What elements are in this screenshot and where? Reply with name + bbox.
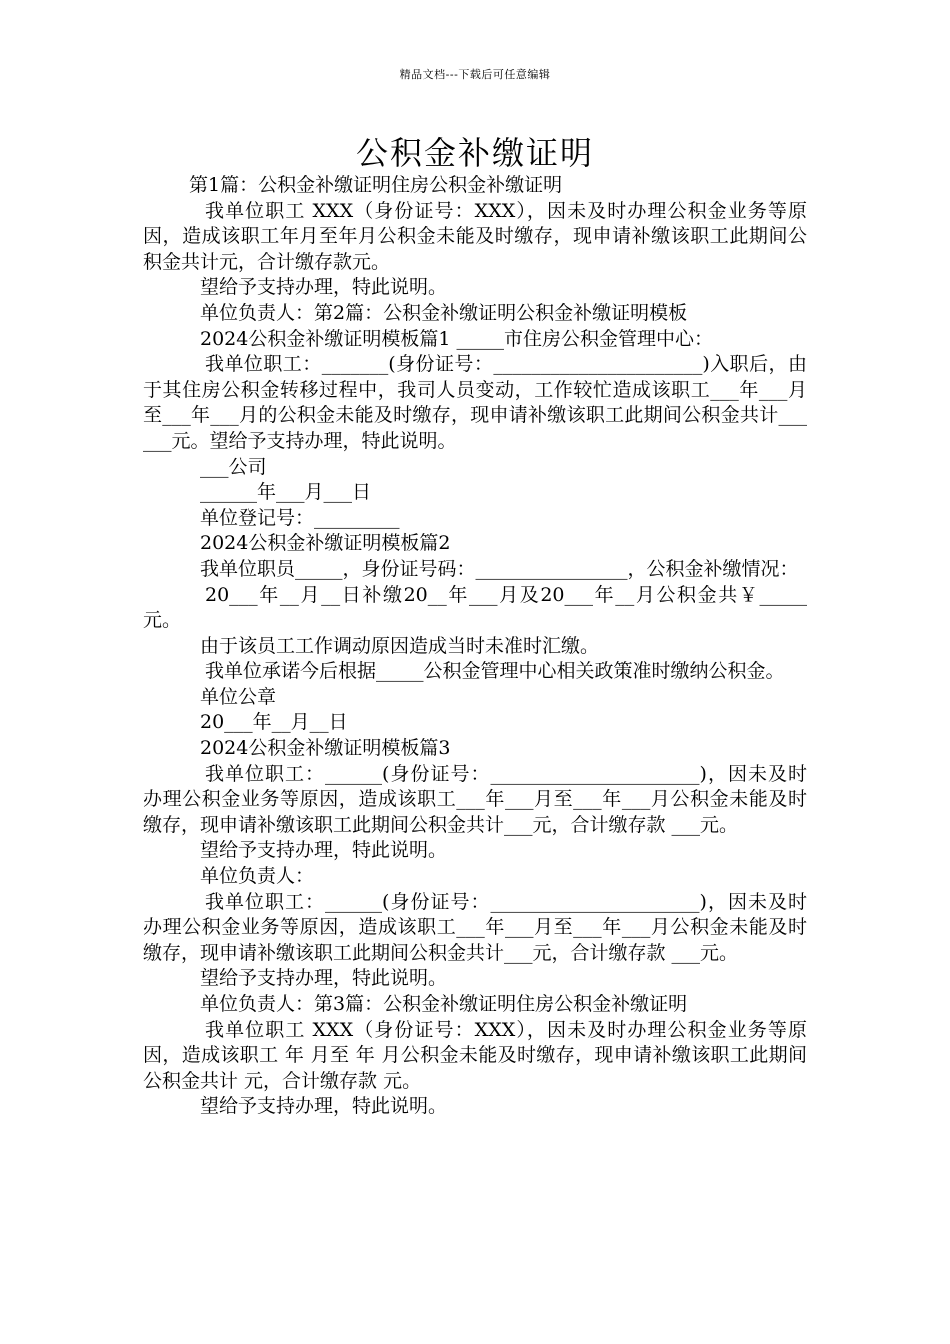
paragraph: 由于该员工工作调动原因造成当时未准时汇缴。 — [200, 634, 600, 657]
paragraph: 我单位职工：______(身份证号：______________________)，因未及时办理公积金业务等原因，造成该职工___年___月至___年___月公积金未能及时缴存，现申请补缴该职工此期间公积金共计___元，合计缴存款 ___元。 — [143, 890, 807, 964]
paragraph: 2024公积金补缴证明模板篇3 — [200, 737, 451, 760]
paragraph: 2024公积金补缴证明模板篇2 — [200, 532, 451, 555]
document-body — [143, 173, 807, 1120]
paragraph: 2024公积金补缴证明模板篇1 _____市住房公积金管理中心： — [200, 327, 713, 350]
paragraph: 望给予支持办理，特此说明。 — [200, 967, 448, 990]
paragraph: 我单位承诺今后根据_____公积金管理中心相关政策准时缴纳公积金。 — [205, 660, 785, 683]
paragraph: 单位负责人： — [200, 865, 315, 888]
document-title: 公积金补缴证明 — [355, 134, 594, 172]
paragraph: 望给予支持办理，特此说明。 — [200, 1095, 448, 1118]
paragraph: 20___年__月__日 — [200, 711, 348, 734]
paragraph: 单位登记号：_________ — [200, 506, 400, 529]
paragraph: 我单位职工：_______(身份证号：______________________)入职后，由于其住房公积金转移过程中，我司人员变动，工作较忙造成该职工___年___月至___年___月的公积金未能及时缴存，现申请补缴该职工此期间公积金共计______元。望给予支持办理，特此说明。 — [143, 353, 807, 452]
paragraph: 20___年__月__日补缴20__年___月及20___年__月公积金共￥_____元。 — [143, 583, 807, 632]
header-note: 精品文档---下载后可任意编辑 — [399, 68, 551, 81]
paragraph: ______年___月___日 — [200, 481, 372, 504]
paragraph: 我单位职员_____，身份证号码：________________，公积金补缴情况： — [200, 557, 799, 580]
paragraph: 望给予支持办理，特此说明。 — [200, 276, 448, 299]
paragraph: 单位负责人：第2篇：公积金补缴证明公积金补缴证明模板 — [200, 301, 688, 324]
paragraph: ___公司 — [200, 455, 267, 478]
paragraph: 我单位职工 XXX（身份证号：XXX），因未及时办理公积金业务等原因，造成该职工年月至年月公积金未能及时缴存，现申请补缴该职工此期间公积金共计元，合计缴存款元。 — [143, 199, 807, 273]
paragraph: 单位负责人：第3篇：公积金补缴证明住房公积金补缴证明 — [200, 993, 688, 1015]
paragraph: 望给予支持办理，特此说明。 — [200, 839, 448, 862]
paragraph: 我单位职工：______(身份证号：______________________)，因未及时办理公积金业务等原因，造成该职工___年___月至___年___月公积金未能及时缴存，现申请补缴该职工此期间公积金共计___元，合计缴存款 ___元。 — [143, 762, 807, 836]
paragraph: 单位公章 — [200, 685, 277, 708]
paragraph: 我单位职工 XXX（身份证号：XXX），因未及时办理公积金业务等原因，造成该职工 年 月至 年 月公积金未能及时缴存，现申请补缴该职工此期间公积金共计 元，合计缴存款 元。 — [143, 1018, 807, 1092]
paragraph: 第1篇：公积金补缴证明住房公积金补缴证明 — [189, 174, 563, 196]
